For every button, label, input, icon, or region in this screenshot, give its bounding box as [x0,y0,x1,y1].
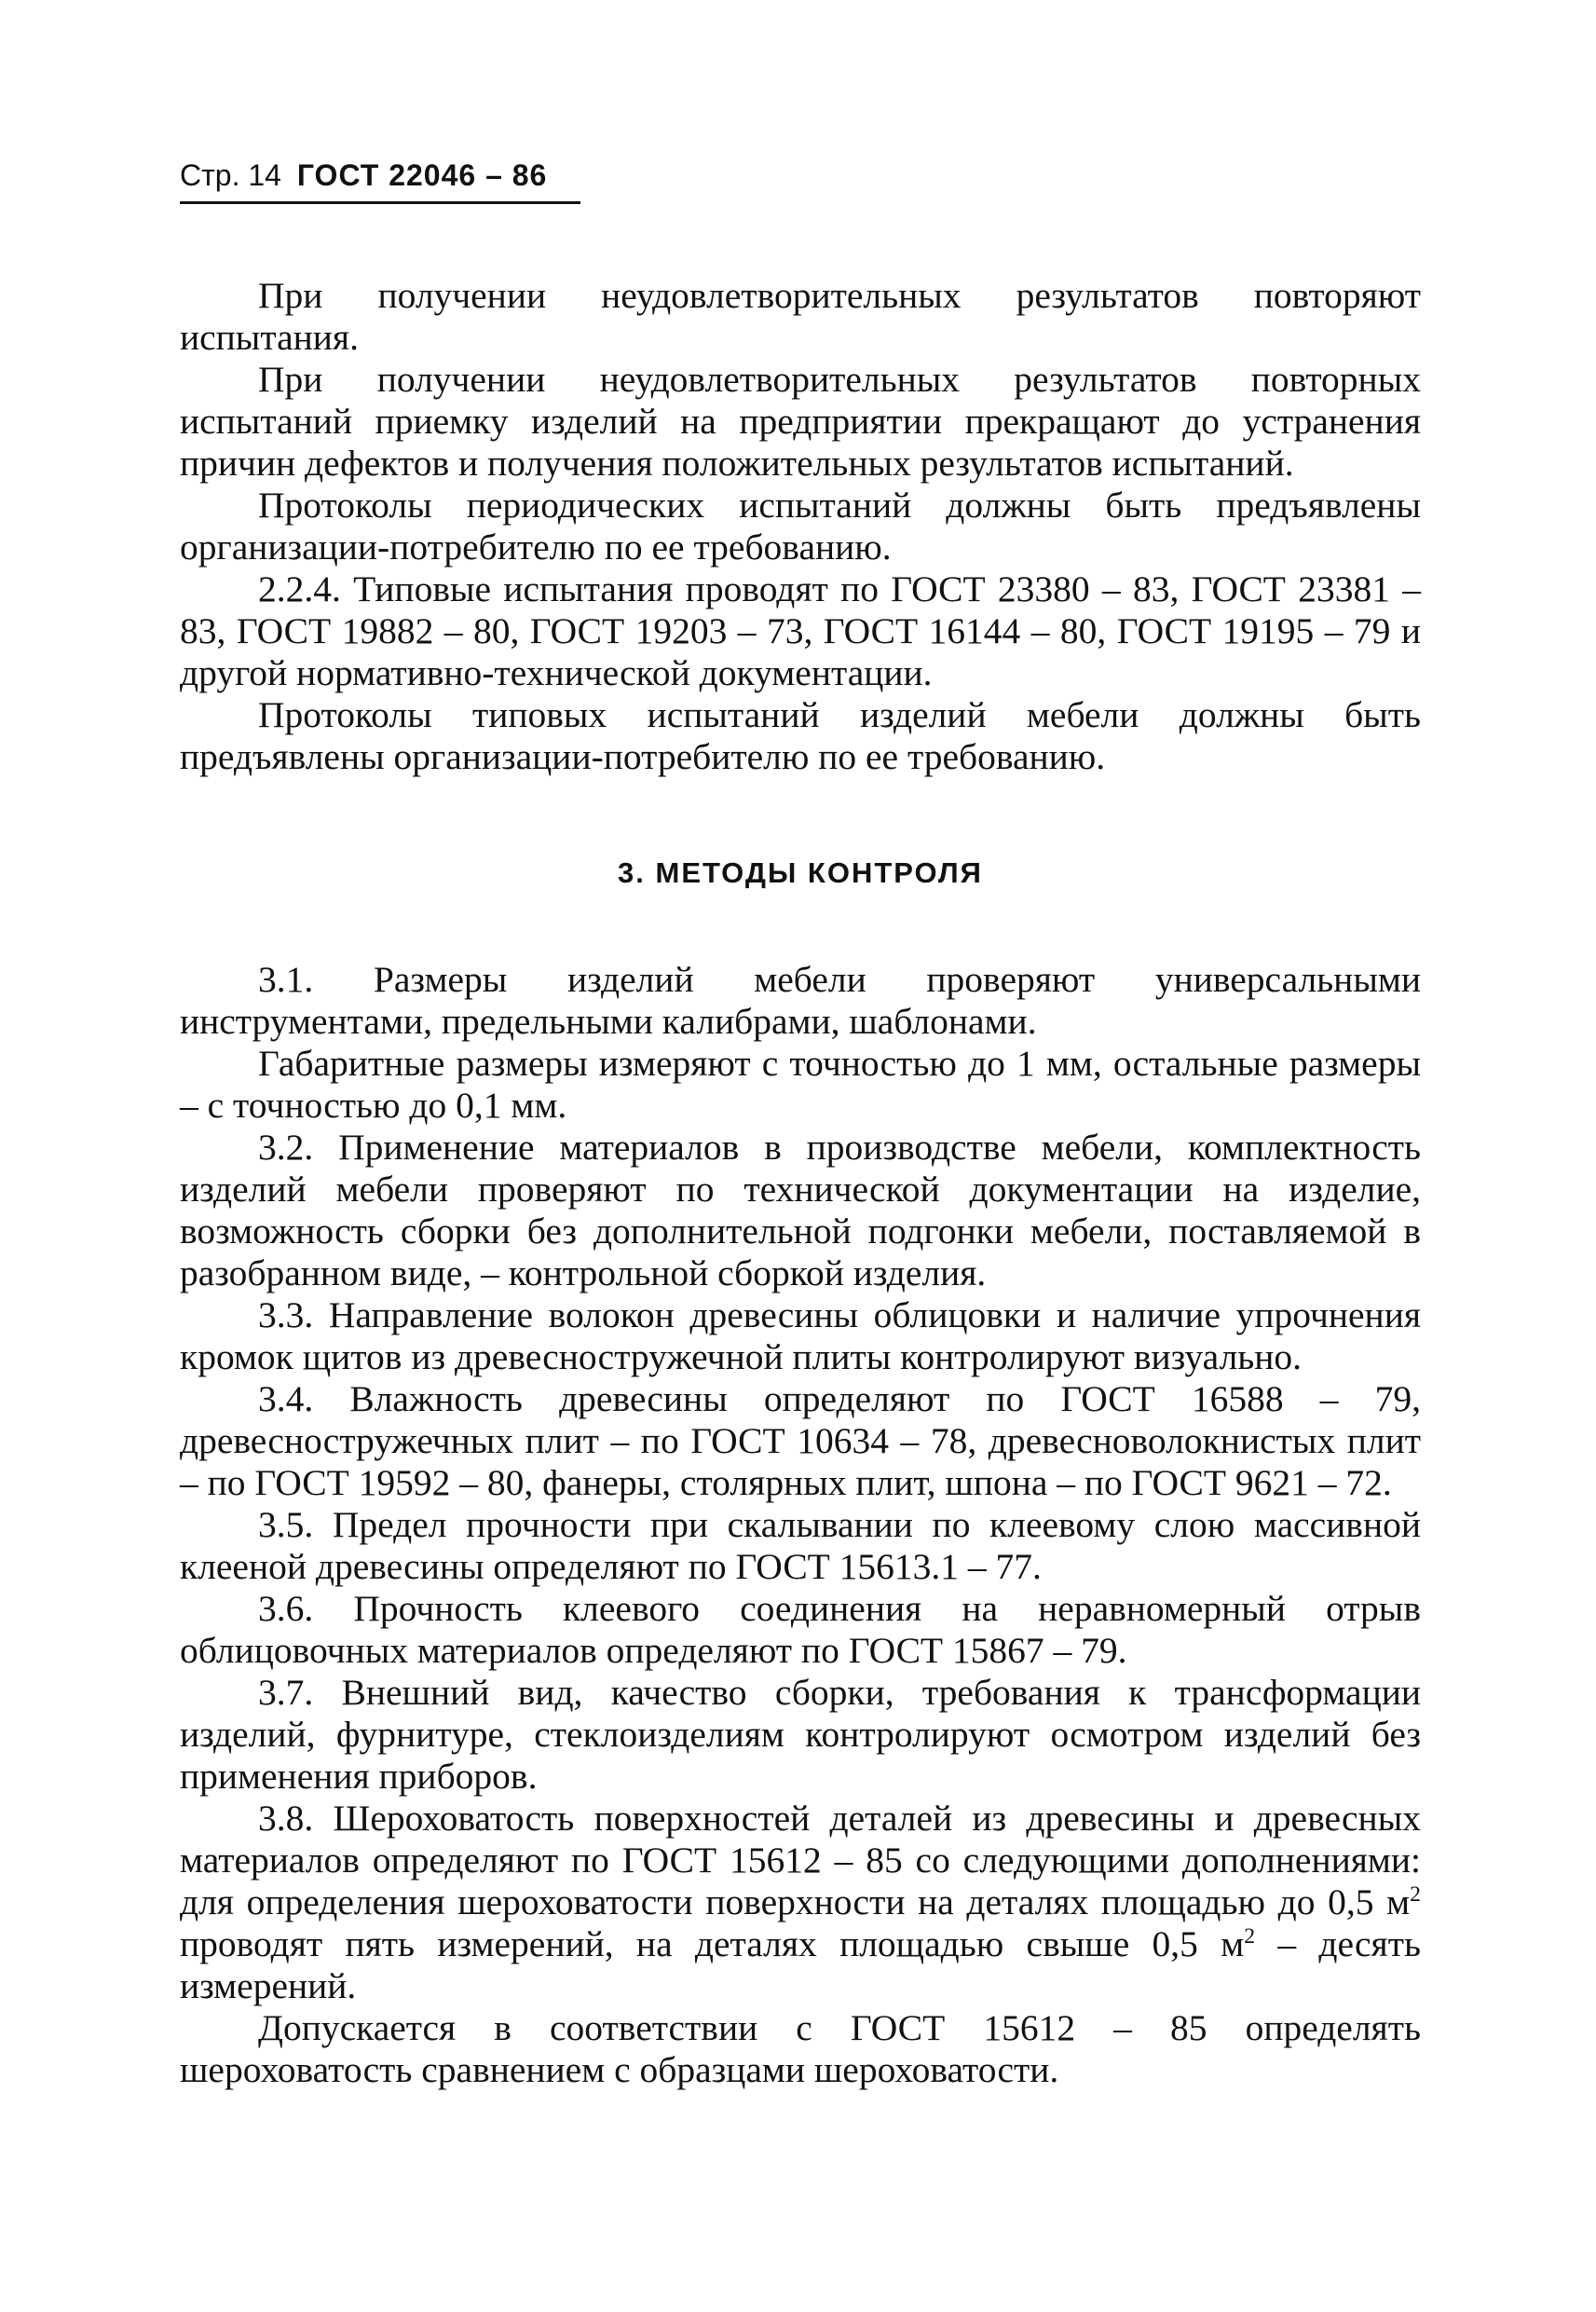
superscript-2: 2 [1244,1923,1256,1949]
paragraph-overall-dimensions: Габаритные размеры измеряют с точностью до 1 мм, остальные размеры – с точностью до 0,1 мм. [180,1043,1421,1126]
paragraph-stop-acceptance: При получении неудовлетворительных результатов повторных испытаний приемку изделий на предприятии прекращают до устранения причин дефектов и получения положительных результатов испытаний. [180,359,1421,484]
paragraph-3-8-text-2: проводят пять измерений, на деталях площадью свыше 0,5 м [180,1923,1245,1964]
document-body [180,275,1421,2091]
paragraph-3-4: 3.4. Влажность древесины определяют по ГОСТ 16588 – 79, древесностружечных плит – по ГОСТ 10634 – 78, древесноволокнистых плит – по ГОСТ 19592 – 80, фанеры, столярных плит, шпона – по ГОСТ 9621 – 72. [180,1378,1421,1503]
paragraph-3-3: 3.3. Направление волокон древесины облицовки и наличие упрочнения кромок щитов из древесностружечной плиты контролируют визуально. [180,1294,1421,1377]
superscript-2: 2 [1410,1881,1421,1907]
page-header [180,155,580,196]
paragraph-3-7: 3.7. Внешний вид, качество сборки, требования к трансформации изделий, фурнитуре, стеклоизделиям контролируют осмотром изделий без применения приборов. [180,1672,1421,1797]
paragraph-roughness-comparison: Допускается в соответствии с ГОСТ 15612 – 85 определять шероховатость сравнением с образцами шероховатости. [180,2007,1421,2090]
paragraph-3-8-text-1: 3.8. Шероховатость поверхностей деталей из древесины и древесных материалов определяют по ГОСТ 15612 – 85 со следующими дополнениями: для определения шероховатости поверхности на деталях площадью до 0,5 м [180,1798,1421,1922]
section-title: 3. МЕТОДЫ КОНТРОЛЯ [618,856,983,889]
paragraph-repeat-tests: При получении неудовлетворительных результатов повторяют испытания. [180,275,1421,358]
paragraph-3-2: 3.2. Применение материалов в производстве мебели, комплектность изделий мебели проверяют по технической документации на изделие, возможность сборки без дополнительной подгонки мебели, поставляемой в разобранном виде, – контрольной сборкой изделия. [180,1127,1421,1293]
paragraph-3-5: 3.5. Предел прочности при скалывании по клеевому слою массивной клееной древесины определяют по ГОСТ 15613.1 – 77. [180,1504,1421,1587]
paragraph-periodic-protocols: Протоколы периодических испытаний должны быть предъявлены организации-потребителю по ее требованию. [180,485,1421,568]
header-underline [180,201,580,204]
paragraph-3-1: 3.1. Размеры изделий мебели проверяют универсальными инструментами, предельными калибрами, шаблонами. [180,959,1421,1042]
paragraph-type-protocols: Протоколы типовых испытаний изделий мебели должны быть предъявлены организации-потребителю по ее требованию. [180,694,1421,777]
paragraph-2-2-4: 2.2.4. Типовые испытания проводят по ГОСТ 23380 – 83, ГОСТ 23381 – 83, ГОСТ 19882 – 80, ГОСТ 19203 – 73, ГОСТ 16144 – 80, ГОСТ 19195 – 79 и другой нормативно-технической документации. [180,568,1421,693]
page-number: Стр. 14 [180,158,281,192]
paragraph-3-8 [180,1798,1421,2007]
standard-designation: ГОСТ 22046 – 86 [296,158,548,192]
paragraph-3-8-text-3: – десять измерений. [180,1923,1421,2006]
paragraph-3-6: 3.6. Прочность клеевого соединения на неравномерный отрыв облицовочных материалов определяют по ГОСТ 15867 – 79. [180,1588,1421,1671]
